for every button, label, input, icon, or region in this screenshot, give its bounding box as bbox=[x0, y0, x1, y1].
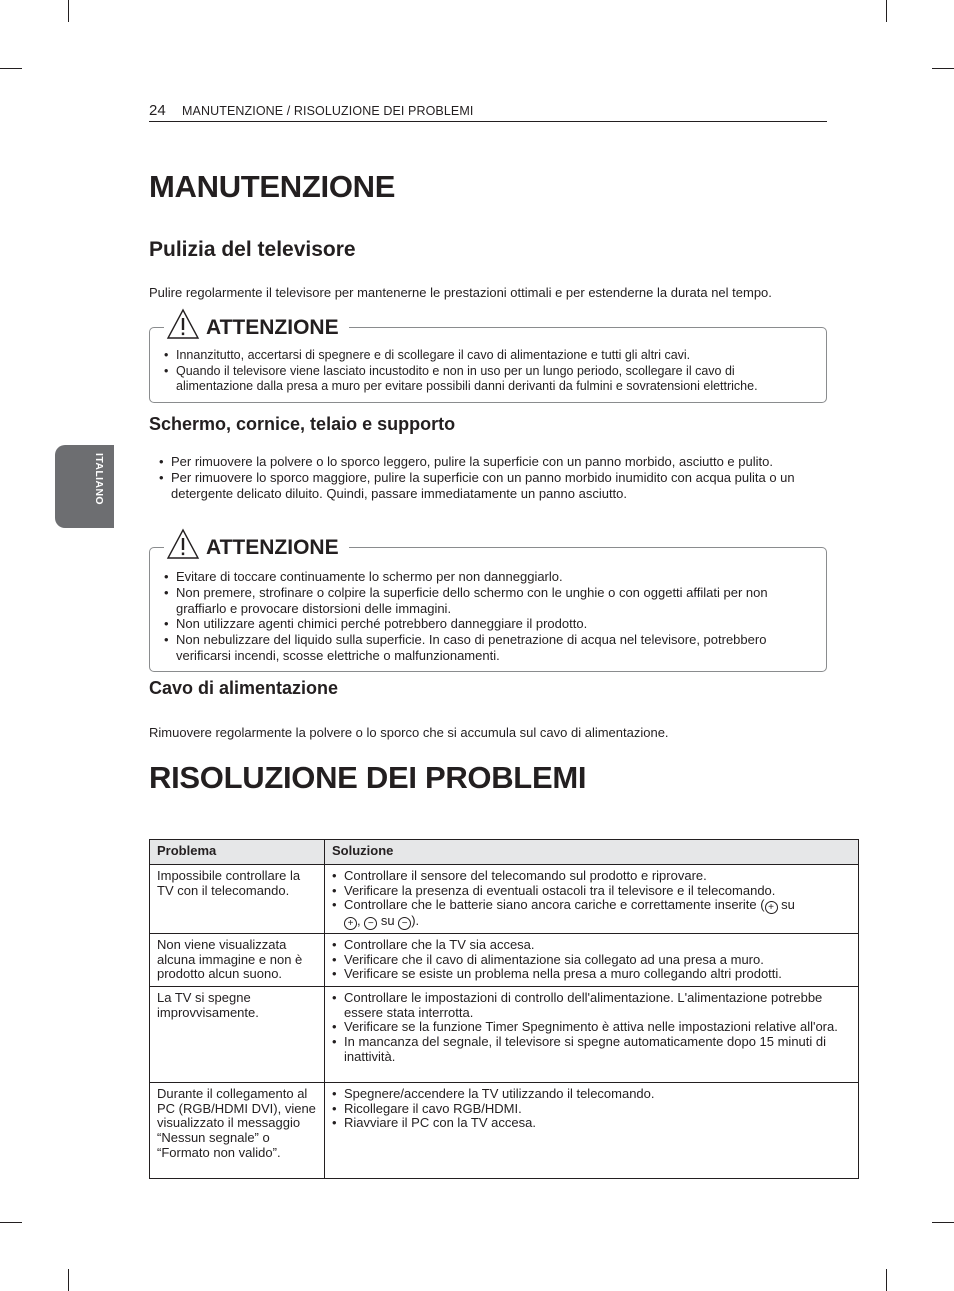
solution-list bbox=[332, 938, 851, 982]
cleaning-intro: Pulire regolarmente il televisore per mantenerne le prestazioni ottimali e per estenderne la durata nel tempo. bbox=[149, 285, 772, 300]
caution-item: • Innanzitutto, accertarsi di spegnere e di scollegare il cavo di alimentazione e tutti gli altri cavi. bbox=[164, 348, 812, 364]
caution-header bbox=[164, 306, 349, 340]
troubleshooting-table bbox=[149, 839, 859, 1179]
crop-mark bbox=[932, 1222, 954, 1223]
solution-item: • Controllare che la TV sia accesa. bbox=[332, 938, 851, 953]
list-item: • Per rimuovere la polvere o lo sporco leggero, pulire la superficie con un panno morbido, asciutto e pulito. bbox=[159, 454, 829, 470]
solution-item bbox=[332, 898, 851, 930]
subsection-title-screen: Schermo, cornice, telaio e supporto bbox=[149, 414, 456, 434]
minus-terminal-icon: − bbox=[364, 917, 377, 930]
table-row bbox=[150, 865, 859, 934]
solution-item: • Riavviare il PC con la TV accesa. bbox=[332, 1116, 851, 1131]
column-header-problem: Problema bbox=[150, 840, 325, 865]
solution-cell bbox=[325, 865, 859, 934]
caution-item: • Quando il televisore viene lasciato incustodito e non in uso per un lungo periodo, scollegare il cavo di alimentazione dalla presa a muro per evitare possibili danni derivanti da fulmini e sovratensioni elettriche. bbox=[164, 364, 812, 395]
caution-title: ATTENZIONE bbox=[206, 316, 339, 339]
battery-text: Controllare che le batterie siano ancora cariche e correttamente inserite ( bbox=[344, 897, 765, 913]
battery-text: ). bbox=[411, 913, 420, 929]
solution-list bbox=[332, 1087, 851, 1131]
list-item: • Per rimuovere lo sporco maggiore, pulire la superficie con un panno morbido inumidito con acqua pulita o un detergente delicato diluito. Quindi, passare immediatamente un panno asciutto. bbox=[159, 470, 829, 502]
solution-cell bbox=[325, 934, 859, 987]
caution-item: • Evitare di toccare continuamente lo schermo per non danneggiarlo. bbox=[164, 569, 812, 585]
solution-item: • Controllare il sensore del telecomando sul prodotto e riprovare. bbox=[332, 869, 851, 884]
plus-terminal-icon: + bbox=[344, 917, 357, 930]
warning-triangle-icon bbox=[166, 308, 200, 340]
table-header-row bbox=[150, 840, 859, 865]
table-row bbox=[150, 1083, 859, 1179]
screen-list bbox=[159, 454, 829, 501]
battery-text: , bbox=[357, 913, 365, 929]
solution-list bbox=[332, 991, 851, 1064]
crop-mark bbox=[68, 0, 69, 22]
page-header bbox=[149, 100, 827, 122]
subsection-title-power-cord: Cavo di alimentazione bbox=[149, 678, 339, 698]
crop-mark bbox=[68, 1269, 69, 1291]
problem-cell: Non viene visualizzata alcuna immagine e non è prodotto alcun suono. bbox=[150, 934, 325, 987]
solution-item: • Spegnere/accendere la TV utilizzando il telecomando. bbox=[332, 1087, 851, 1102]
caution-title: ATTENZIONE bbox=[206, 536, 339, 559]
section-title-troubleshooting: RISOLUZIONE DEI PROBLEMI bbox=[149, 760, 587, 795]
crop-mark bbox=[0, 68, 22, 69]
column-header-solution: Soluzione bbox=[325, 840, 859, 865]
table-row bbox=[150, 987, 859, 1083]
crop-mark bbox=[0, 1222, 22, 1223]
solution-item: • Controllare le impostazioni di controllo dell'alimentazione. L'alimentazione potrebbe essere stata interrotta. bbox=[332, 991, 851, 1020]
solution-item: • In mancanza del segnale, il televisore si spegne automaticamente dopo 15 minuti di inattività. bbox=[332, 1035, 851, 1064]
solution-cell bbox=[325, 1083, 859, 1179]
table-row bbox=[150, 934, 859, 987]
plus-terminal-icon: + bbox=[765, 901, 778, 914]
caution-header bbox=[164, 526, 349, 560]
problem-cell: La TV si spegne improvvisamente. bbox=[150, 987, 325, 1083]
warning-triangle-icon bbox=[166, 528, 200, 560]
battery-text: su bbox=[777, 897, 795, 913]
page-number: 24 bbox=[149, 102, 166, 119]
crop-mark bbox=[932, 68, 954, 69]
problem-cell: Impossibile controllare la TV con il telecomando. bbox=[150, 865, 325, 934]
language-tab-label: ITALIANO bbox=[93, 453, 105, 505]
caution-list bbox=[164, 569, 812, 664]
crop-mark bbox=[886, 1269, 887, 1291]
section-title-maintenance: MANUTENZIONE bbox=[149, 169, 396, 204]
solution-item: • Verificare se esiste un problema nella presa a muro collegando altri prodotti. bbox=[332, 967, 851, 982]
caution-box-screen bbox=[149, 536, 827, 672]
caution-item: • Non nebulizzare del liquido sulla superficie. In caso di penetrazione di acqua nel televisore, potrebbero verificarsi incendi, scosse elettriche o malfunzionamenti. bbox=[164, 632, 812, 664]
crop-mark bbox=[886, 0, 887, 22]
subsection-title-cleaning: Pulizia del televisore bbox=[149, 238, 356, 261]
caution-item: • Non premere, strofinare o colpire la superficie dello schermo con le unghie o con oggetti affilati per non graffiarlo e provocare distorsioni delle immagini. bbox=[164, 585, 812, 617]
solution-list bbox=[332, 869, 851, 930]
solution-item: • Verificare la presenza di eventuali ostacoli tra il televisore e il telecomando. bbox=[332, 884, 851, 899]
battery-text: su bbox=[377, 913, 399, 929]
problem-cell: Durante il collegamento al PC (RGB/HDMI DVI), viene visualizzato il messaggio “Nessun segnale” o “Formato non valido”. bbox=[150, 1083, 325, 1179]
caution-list bbox=[164, 348, 812, 395]
solution-item: • Verificare se la funzione Timer Spegnimento è attiva nelle impostazioni relative all'ora. bbox=[332, 1020, 851, 1035]
solution-cell bbox=[325, 987, 859, 1083]
language-tab bbox=[55, 445, 114, 528]
caution-box-cleaning bbox=[149, 316, 827, 403]
solution-item: • Ricollegare il cavo RGB/HDMI. bbox=[332, 1102, 851, 1117]
solution-item: • Verificare che il cavo di alimentazione sia collegato ad una presa a muro. bbox=[332, 953, 851, 968]
caution-item: • Non utilizzare agenti chimici perché potrebbero danneggiare il prodotto. bbox=[164, 616, 812, 632]
power-cord-text: Rimuovere regolarmente la polvere o lo sporco che si accumula sul cavo di alimentazione. bbox=[149, 725, 669, 740]
minus-terminal-icon: − bbox=[398, 917, 411, 930]
running-title: MANUTENZIONE / RISOLUZIONE DEI PROBLEMI bbox=[182, 104, 474, 118]
